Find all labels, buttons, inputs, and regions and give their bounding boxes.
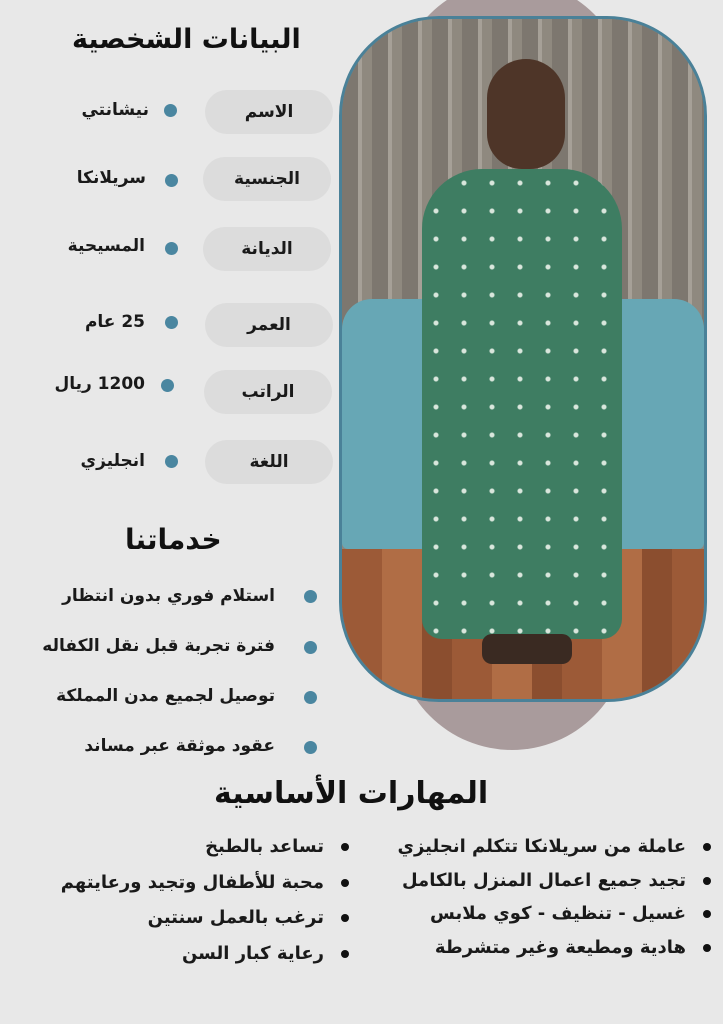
skill-item: رعاية كبار السن	[181, 943, 324, 964]
info-value-language: انجليزي	[80, 451, 145, 471]
bullet-dot	[341, 950, 349, 958]
info-label: الراتب	[204, 370, 332, 414]
bullet-dot	[164, 104, 177, 117]
bullet-dot	[161, 379, 174, 392]
bullet-dot	[703, 843, 711, 851]
bullet-dot	[165, 316, 178, 329]
bullet-dot	[304, 691, 317, 704]
info-label: الديانة	[203, 227, 331, 271]
skill-item: غسيل - تنظيف - كوي ملابس	[430, 903, 686, 924]
service-item: استلام فوري بدون انتظار	[62, 586, 275, 606]
service-item: عقود موثقة عبر مساند	[84, 736, 275, 756]
bullet-dot	[165, 455, 178, 468]
skill-item: ترغب بالعمل سنتين	[147, 907, 324, 928]
skill-item: محبة للأطفال وتجيد ورعايتهم	[60, 872, 324, 893]
info-value-salary: 1200 ريال	[54, 374, 145, 394]
bullet-dot	[341, 879, 349, 887]
skills-title: المهارات الأساسية	[214, 776, 489, 811]
service-item: فترة تجربة قبل نقل الكفاله	[42, 636, 275, 656]
bullet-dot	[341, 843, 349, 851]
info-label: الجنسية	[203, 157, 331, 201]
info-label: اللغة	[205, 440, 333, 484]
bullet-dot	[304, 590, 317, 603]
bullet-dot	[703, 877, 711, 885]
info-label: العمر	[205, 303, 333, 347]
worker-photo	[339, 16, 707, 702]
services-title: خدماتنا	[125, 523, 222, 556]
bullet-dot	[703, 944, 711, 952]
skill-item: تساعد بالطبخ	[205, 836, 324, 857]
info-value-age: 25 عام	[84, 312, 145, 332]
info-value-religion: المسيحية	[67, 236, 145, 256]
personal-title: البيانات الشخصية	[72, 24, 301, 55]
bullet-dot	[165, 242, 178, 255]
bullet-dot	[304, 741, 317, 754]
skill-item: تجيد جميع اعمال المنزل بالكامل	[401, 870, 686, 891]
worker-figure	[412, 59, 632, 669]
skill-item: هادية ومطيعة وغير متشرطة	[434, 937, 686, 958]
service-item: توصيل لجميع مدن المملكة	[56, 686, 275, 706]
bullet-dot	[703, 910, 711, 918]
bullet-dot	[165, 174, 178, 187]
bullet-dot	[304, 641, 317, 654]
info-value-name: نيشانتي	[81, 100, 149, 120]
info-value-nationality: سريلانكا	[76, 168, 146, 188]
skill-item: عاملة من سريلانكا تتكلم انجليزي	[397, 836, 686, 857]
bullet-dot	[341, 914, 349, 922]
info-label: الاسم	[205, 90, 333, 134]
